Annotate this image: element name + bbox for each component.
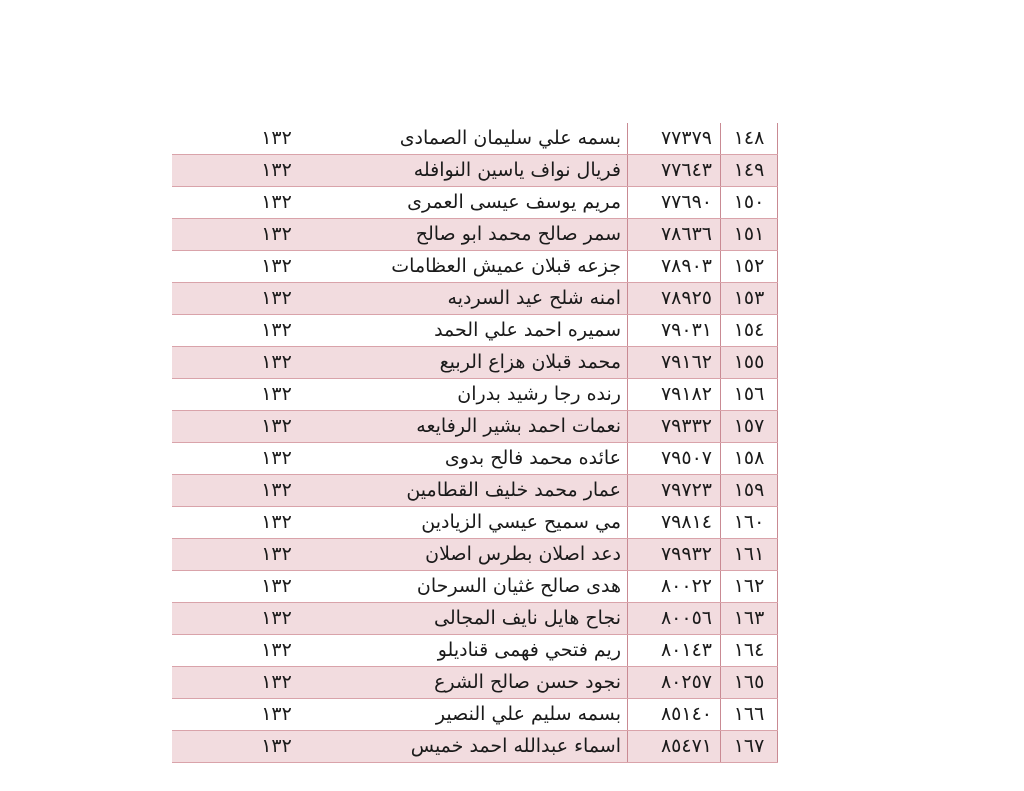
student-name-cell: هدى صالح غثيان السرحان [321, 571, 628, 603]
score-cell: ١٣٢ [172, 155, 321, 187]
student-name-cell: جزعه قبلان عميش العظامات [321, 251, 628, 283]
score-cell: ١٣٢ [172, 571, 321, 603]
student-name-cell: فريال نواف ياسين النوافله [321, 155, 628, 187]
score-cell: ١٣٢ [172, 699, 321, 731]
registration-number-cell: ٧٧٦٩٠ [628, 187, 721, 219]
table-row [172, 635, 778, 667]
student-name-cell: دعد اصلان بطرس اصلان [321, 539, 628, 571]
table-row [172, 315, 778, 347]
student-name-cell: بسمه علي سليمان الصمادى [321, 123, 628, 155]
table-row [172, 187, 778, 219]
student-name-cell: نجاح هايل نايف المجالى [321, 603, 628, 635]
table-row [172, 123, 778, 155]
student-name-cell: مي سميح عيسي الزيادين [321, 507, 628, 539]
row-number-cell: ١٤٩ [721, 155, 778, 187]
student-name-cell: نجود حسن صالح الشرع [321, 667, 628, 699]
registration-number-cell: ٧٧٦٤٣ [628, 155, 721, 187]
score-cell: ١٣٢ [172, 187, 321, 219]
table-row [172, 411, 778, 443]
score-cell: ١٣٢ [172, 283, 321, 315]
row-number-cell: ١٤٨ [721, 123, 778, 155]
student-name-cell: محمد قبلان هزاع الربيع [321, 347, 628, 379]
registration-number-cell: ٧٨٩٢٥ [628, 283, 721, 315]
student-name-cell: عائده محمد فالح بدوى [321, 443, 628, 475]
table-row [172, 443, 778, 475]
row-number-cell: ١٥٦ [721, 379, 778, 411]
registration-number-cell: ٧٩٣٣٢ [628, 411, 721, 443]
table-row [172, 731, 778, 763]
score-cell: ١٣٢ [172, 411, 321, 443]
row-number-cell: ١٦٥ [721, 667, 778, 699]
score-cell: ١٣٢ [172, 539, 321, 571]
table-row [172, 475, 778, 507]
registration-number-cell: ٨٠٠٢٢ [628, 571, 721, 603]
student-name-cell: امنه شلح عيد السرديه [321, 283, 628, 315]
table-row [172, 155, 778, 187]
score-cell: ١٣٢ [172, 443, 321, 475]
row-number-cell: ١٥٨ [721, 443, 778, 475]
registration-number-cell: ٨٠١٤٣ [628, 635, 721, 667]
row-number-cell: ١٥١ [721, 219, 778, 251]
roster-table-body [172, 123, 778, 763]
row-number-cell: ١٥٧ [721, 411, 778, 443]
table-row [172, 603, 778, 635]
table-row [172, 667, 778, 699]
table-row [172, 571, 778, 603]
table-row [172, 347, 778, 379]
score-cell: ١٣٢ [172, 347, 321, 379]
score-cell: ١٣٢ [172, 379, 321, 411]
row-number-cell: ١٦٤ [721, 635, 778, 667]
score-cell: ١٣٢ [172, 123, 321, 155]
registration-number-cell: ٧٩٠٣١ [628, 315, 721, 347]
roster-table [172, 123, 778, 763]
registration-number-cell: ٧٨٦٣٦ [628, 219, 721, 251]
table-row [172, 507, 778, 539]
registration-number-cell: ٧٨٩٠٣ [628, 251, 721, 283]
student-name-cell: رنده رجا رشيد بدران [321, 379, 628, 411]
registration-number-cell: ٧٩٥٠٧ [628, 443, 721, 475]
table-row [172, 379, 778, 411]
score-cell: ١٣٢ [172, 315, 321, 347]
score-cell: ١٣٢ [172, 667, 321, 699]
score-cell: ١٣٢ [172, 603, 321, 635]
student-name-cell: عمار محمد خليف القطامين [321, 475, 628, 507]
table-row [172, 699, 778, 731]
row-number-cell: ١٦٢ [721, 571, 778, 603]
registration-number-cell: ٨٥٤٧١ [628, 731, 721, 763]
table-row [172, 539, 778, 571]
registration-number-cell: ٨٠٢٥٧ [628, 667, 721, 699]
score-cell: ١٣٢ [172, 507, 321, 539]
student-name-cell: نعمات احمد بشير الرفايعه [321, 411, 628, 443]
student-name-cell: بسمه سليم علي النصير [321, 699, 628, 731]
row-number-cell: ١٥٩ [721, 475, 778, 507]
table-row [172, 251, 778, 283]
registration-number-cell: ٨٥١٤٠ [628, 699, 721, 731]
student-name-cell: ريم فتحي فهمى قناديلو [321, 635, 628, 667]
student-name-cell: سميره احمد علي الحمد [321, 315, 628, 347]
row-number-cell: ١٥٣ [721, 283, 778, 315]
registration-number-cell: ٧٩١٦٢ [628, 347, 721, 379]
row-number-cell: ١٦٧ [721, 731, 778, 763]
row-number-cell: ١٥٥ [721, 347, 778, 379]
score-cell: ١٣٢ [172, 731, 321, 763]
score-cell: ١٣٢ [172, 251, 321, 283]
row-number-cell: ١٦٣ [721, 603, 778, 635]
row-number-cell: ١٦٦ [721, 699, 778, 731]
student-name-cell: سمر صالح محمد ابو صالح [321, 219, 628, 251]
score-cell: ١٣٢ [172, 475, 321, 507]
row-number-cell: ١٥٠ [721, 187, 778, 219]
registration-number-cell: ٧٩٧٢٣ [628, 475, 721, 507]
registration-number-cell: ٧٩٩٣٢ [628, 539, 721, 571]
table-row [172, 283, 778, 315]
registration-number-cell: ٨٠٠٥٦ [628, 603, 721, 635]
registration-number-cell: ٧٩٨١٤ [628, 507, 721, 539]
row-number-cell: ١٥٤ [721, 315, 778, 347]
registration-number-cell: ٧٧٣٧٩ [628, 123, 721, 155]
registration-number-cell: ٧٩١٨٢ [628, 379, 721, 411]
score-cell: ١٣٢ [172, 635, 321, 667]
score-cell: ١٣٢ [172, 219, 321, 251]
student-name-cell: مريم يوسف عيسى العمرى [321, 187, 628, 219]
row-number-cell: ١٦١ [721, 539, 778, 571]
row-number-cell: ١٦٠ [721, 507, 778, 539]
row-number-cell: ١٥٢ [721, 251, 778, 283]
table-row [172, 219, 778, 251]
student-name-cell: اسماء عبدالله احمد خميس [321, 731, 628, 763]
